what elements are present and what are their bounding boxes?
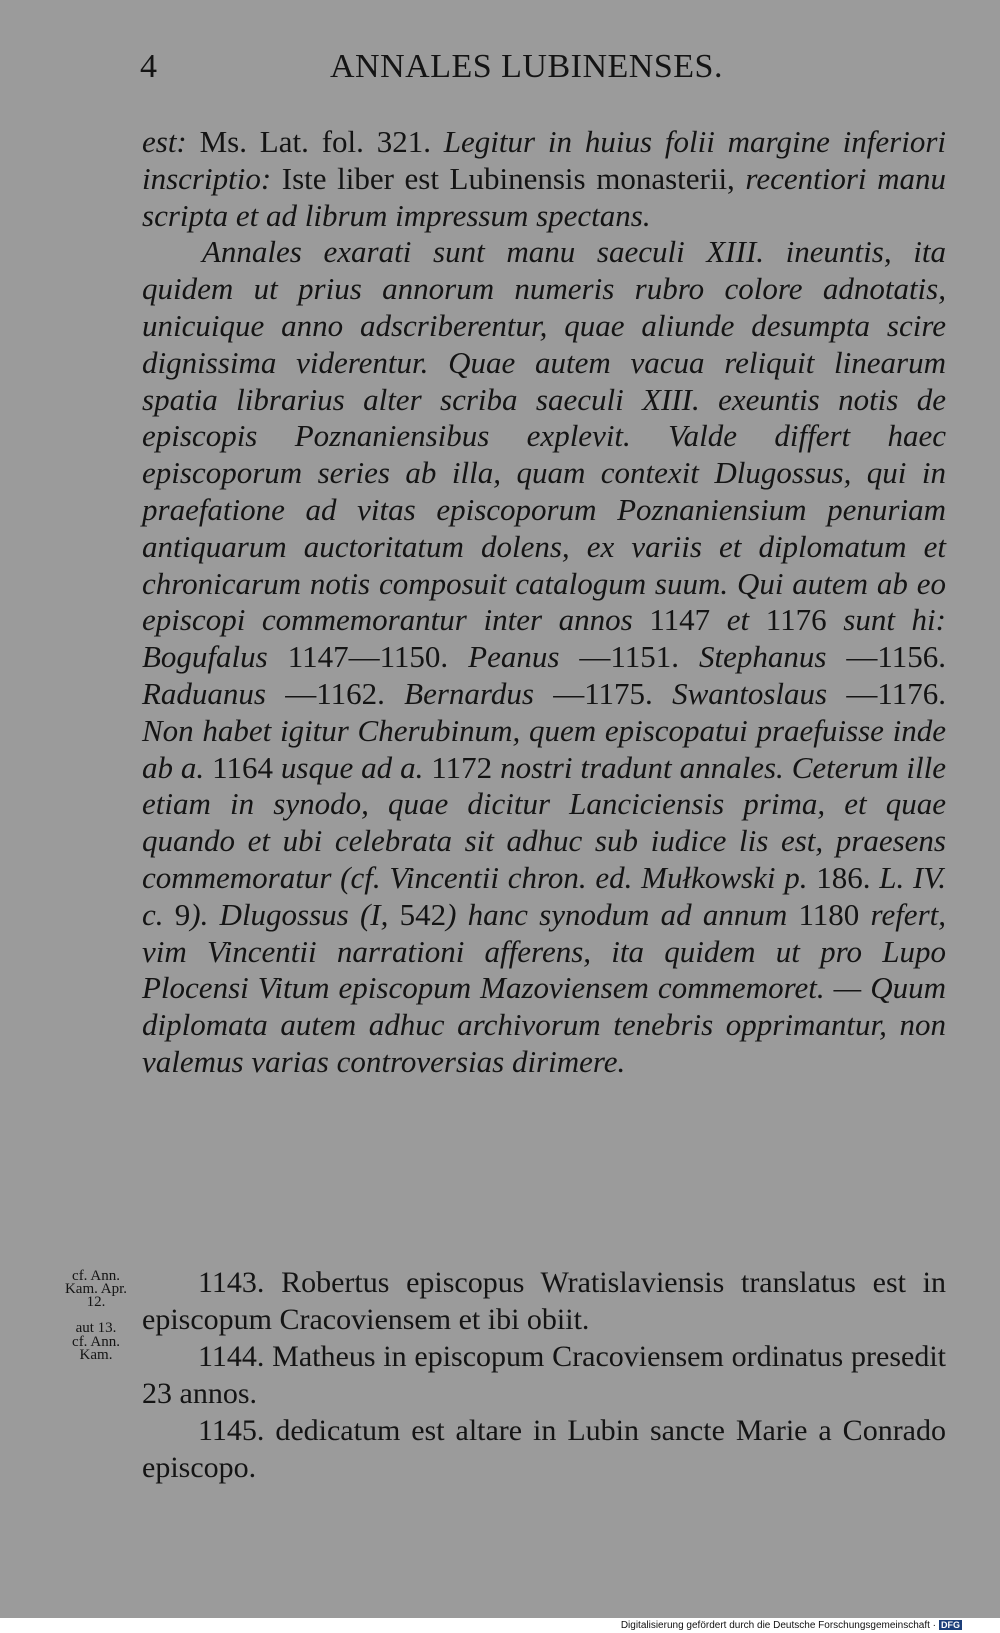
intro-text: recentiori manu scripta et ad librum impressum spectans. xyxy=(142,160,946,233)
intro-text: usque ad a. xyxy=(272,749,432,785)
year: 1147 xyxy=(649,602,711,638)
credit-text: Digitalisierung gefördert durch die Deutsche Forschungsgemeinschaft · xyxy=(620,1620,936,1631)
page-header xyxy=(0,48,1000,92)
intro-text: Raduanus xyxy=(142,675,286,711)
chapter-reference: 9 xyxy=(174,896,191,932)
year-range: —1162. xyxy=(285,675,385,711)
year-range: —1175. xyxy=(553,675,653,711)
page-reference: 186. xyxy=(816,859,871,895)
margin-note: aut 13. xyxy=(75,1320,117,1336)
intro-text: Peanus xyxy=(448,639,580,675)
intro-text: Bernardus xyxy=(384,675,554,711)
year: 1176 xyxy=(765,602,827,638)
page-number: 4 xyxy=(140,48,157,85)
year-range: —1176. xyxy=(846,675,946,711)
intro-text: et xyxy=(710,602,766,638)
intro-text: nostri tradunt annales. Ceterum ille etiam in synodo, quae dicitur Lanciciensis prima, et quae quando et ubi celebrata sit adhuc sub iudice lis est, praesens commemoratur (cf. Vincentii chron. ed. Mułkowski p. xyxy=(142,749,947,895)
annal-entry-1144: 1144. Matheus in episcopum Cracoviensem ordinatus presedit 23 annos. xyxy=(142,1340,946,1410)
margin-note: cf. Ann. Kam. Apr. 12. xyxy=(64,1268,128,1310)
annal-entry-1145: 1145. dedicatum est altare in Lubin sancte Marie a Conrado episcopo. xyxy=(142,1414,946,1484)
year-range: —1151. xyxy=(579,639,679,675)
intro-text: Swantoslaus xyxy=(652,675,847,711)
annal-entries xyxy=(142,1264,946,1486)
digitization-credit xyxy=(621,1620,962,1631)
page-reference: 542 xyxy=(399,896,447,932)
intro-paragraph-1 xyxy=(142,124,946,234)
annal-entry-1143: 1143. Robertus episcopus Wratislaviensis translatus est in episcopum Cracoviensem et ibi obiit. xyxy=(142,1266,946,1336)
year: 1164 xyxy=(212,749,273,785)
intro-text: Annales exarati sunt manu saeculi XIII. ineuntis, ita quidem ut prius annorum numeris rubro colore adnotatis, unicuique anno adscriberentur, quae aliunde desumpta scire dignissima viderentur. Quae autem vacua reliquit linearum spatia librarius alter scriba saeculi XIII. exeuntis notis de episcopis Poznaniensibus explevit. Valde differt haec episcoporum series ab illa, quam contexit Dlugossus, qui in praefatione ad vitas episcoporum Poznaniensium penuriam antiquarum auctoritatum dolens, ex variis et diplomatum et chronicarum notis composuit catalogum suum. Qui autem ab eo episcopi commemorantur inter annos xyxy=(142,234,946,638)
introduction-text xyxy=(142,124,946,1081)
dfg-logo: DFG xyxy=(941,1620,960,1631)
margin-note: cf. Ann. Kam. xyxy=(72,1334,120,1363)
intro-text: est: xyxy=(142,124,200,159)
intro-text: refert, vim Vincentii narrationi afferens, ita quidem ut pro Lupo Plocensi Vitum episcopum Mazoviensem commemoret. — Quum diplomata autem adhuc archivorum tenebris opprimantur, non valemus varias controversias dirimere. xyxy=(142,896,946,1079)
year-range: —1156. xyxy=(846,639,947,675)
year: 1172 xyxy=(431,749,493,785)
intro-text: Legitur in huius folii margine inferiori inscriptio: xyxy=(142,124,946,196)
intro-text: Non habet igitur Cherubinum, quem episcopatui praefuisse inde ab a. xyxy=(142,712,946,785)
intro-text: Stephanus xyxy=(679,639,847,675)
intro-text: ) hanc synodum ad annum xyxy=(446,896,799,932)
intro-paragraph-2 xyxy=(142,234,946,1080)
intro-text: ). Dlugossus (I, xyxy=(190,896,400,932)
year: 1180 xyxy=(798,896,860,932)
inscription-quote: Iste liber est Lubinensis monasterii, xyxy=(281,160,746,196)
manuscript-reference: Ms. Lat. fol. 321. xyxy=(199,124,444,159)
running-title: ANNALES LUBINENSES. xyxy=(330,48,723,85)
year-range: 1147—1150. xyxy=(287,639,449,675)
intro-text: L. IV. c. xyxy=(142,859,946,932)
intro-text: sunt hi: Bogufalus xyxy=(142,602,946,675)
